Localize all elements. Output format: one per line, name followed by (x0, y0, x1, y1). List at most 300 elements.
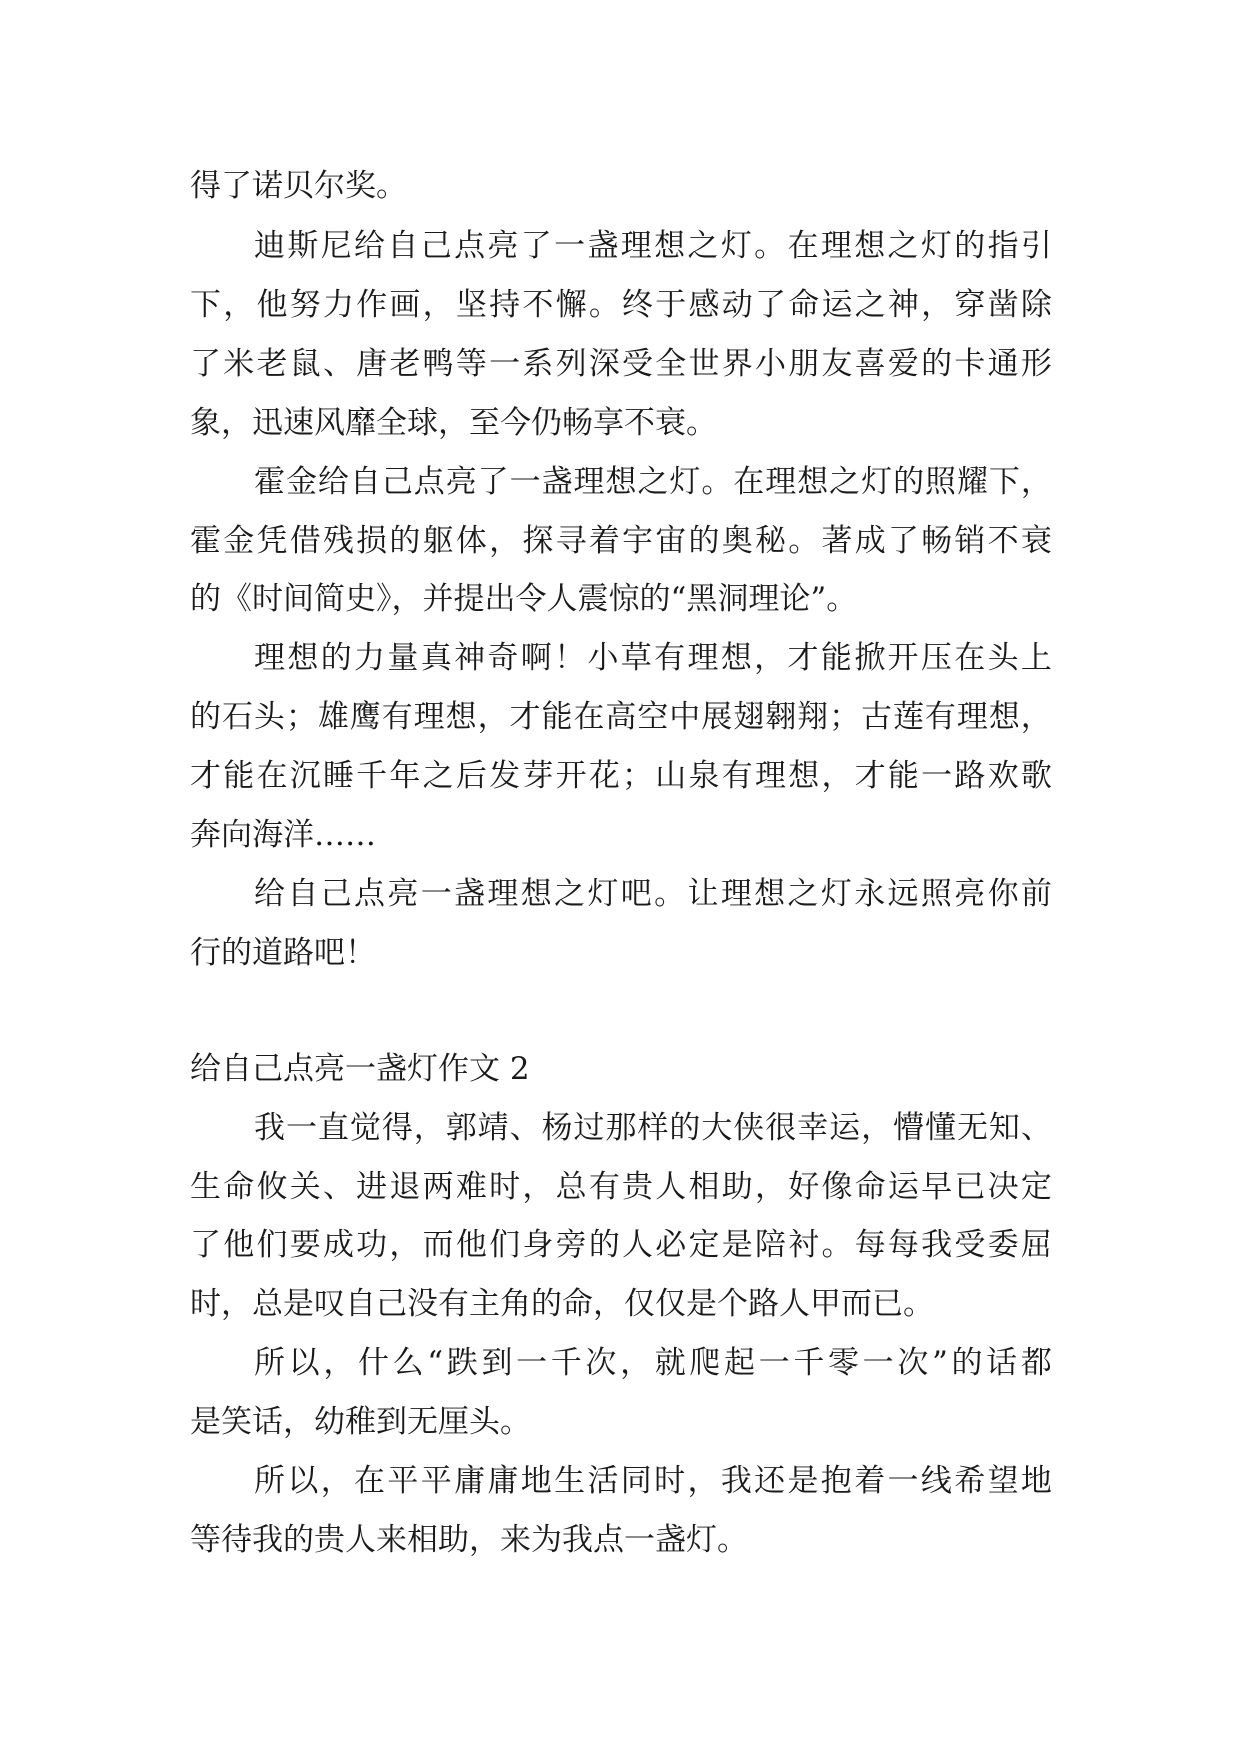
text-char: 米 (223, 346, 255, 382)
text-char: 翔 (797, 699, 829, 735)
text-char: 鼠 (289, 346, 321, 382)
text-char: 了 (754, 287, 786, 323)
text-char: 他 (455, 1227, 487, 1263)
text-char: 以 (288, 1345, 320, 1381)
text-char: 到 (481, 1345, 513, 1381)
text-char: 盏 (454, 876, 486, 912)
text-char: 有 (588, 1169, 620, 1205)
text-line (190, 521, 1052, 561)
text-line: 等待我的贵人来相助，来为我点一盏灯。 (190, 1522, 748, 1558)
text-char: 躯 (422, 523, 454, 559)
text-char: ！ (554, 640, 586, 676)
text-char: 之 (854, 287, 886, 323)
text-char: ， (1020, 464, 1052, 500)
text-char: 。 (821, 1227, 853, 1263)
text-char: 老 (389, 346, 421, 382)
text-char: 霍 (190, 523, 221, 559)
text-char: 千 (356, 758, 388, 794)
text-char: 直 (317, 1110, 349, 1146)
text-char: 、 (1020, 1110, 1052, 1146)
text-char: 下 (190, 287, 221, 323)
text-char: 你 (987, 876, 1019, 912)
text-char: 的 (669, 1110, 701, 1146)
text-char: 的 (320, 640, 352, 676)
text-char: 千 (550, 1345, 582, 1381)
text-char: 身 (522, 1227, 554, 1263)
text-char: ， (754, 1169, 786, 1205)
text-char: 理 (573, 464, 605, 500)
text-char: 运 (821, 287, 853, 323)
text-char: 后 (455, 758, 487, 794)
text-char: 了 (190, 1227, 221, 1263)
text-char: 灯 (820, 876, 852, 912)
text-char: 陪 (754, 1227, 786, 1263)
text-char: 一 (285, 1110, 317, 1146)
essay-2-heading: 给自己点亮一盏灯作文 2 (190, 1051, 530, 1087)
text-char: 想 (720, 640, 752, 676)
text-char: 真 (420, 640, 452, 676)
text-char: 想 (754, 876, 786, 912)
text-char: 上 (1020, 640, 1052, 676)
text-char: 那 (605, 1110, 637, 1146)
text-char: 感 (688, 287, 720, 323)
text-char: 幸 (797, 1110, 829, 1146)
text-char: 列 (555, 346, 587, 382)
text-char: 亮 (487, 228, 519, 264)
text-char: 画 (389, 287, 421, 323)
text-char: 无 (956, 1110, 988, 1146)
text-char: 助 (721, 1169, 753, 1205)
text-char: 的 (588, 1227, 620, 1263)
text-char: 有 (924, 699, 956, 735)
text-char: 活 (587, 1463, 619, 1499)
text-char: 、 (322, 1169, 354, 1205)
text-char: 是 (721, 1227, 753, 1263)
text-char: ， (921, 287, 953, 323)
text-char: 了 (887, 523, 919, 559)
text-char: 理 (413, 699, 445, 735)
paragraph-hero-start (254, 1108, 1052, 1148)
text-char: 秘 (754, 523, 786, 559)
text-char: 进 (356, 1169, 388, 1205)
text-char: 每 (854, 1227, 886, 1263)
text-char: 受 (622, 346, 654, 382)
text-char: 著 (821, 523, 853, 559)
text-char: 是 (787, 1463, 819, 1499)
text-char: 、 (509, 1110, 541, 1146)
text-char: 之 (422, 758, 454, 794)
text-char: ； (622, 758, 654, 794)
text-char: 平 (387, 1463, 419, 1499)
text-char: 早 (921, 1169, 953, 1205)
text-char: 委 (987, 1227, 1019, 1263)
text-char: 人 (622, 1227, 654, 1263)
text-char: 一 (516, 1345, 548, 1381)
text-char: ； (285, 699, 317, 735)
text-char: 所 (254, 1345, 285, 1381)
text-char: 们 (256, 1227, 288, 1263)
text-char: 照 (925, 464, 957, 500)
text-char: 石 (221, 699, 253, 735)
text-char: 路 (954, 758, 986, 794)
text-char: 开 (887, 640, 919, 676)
text-char: “ (427, 1345, 444, 1381)
text-char: 了 (190, 346, 221, 382)
text-char: 时 (654, 1463, 686, 1499)
text-char: ， (687, 1463, 719, 1499)
text-char: 样 (637, 1110, 669, 1146)
text-char: 作 (356, 287, 388, 323)
text-char: 话 (986, 1345, 1018, 1381)
text-char: 什 (357, 1345, 389, 1381)
text-char: ， (489, 523, 521, 559)
text-line: 行的道路吧！ (190, 935, 376, 971)
text-char: 能 (541, 699, 573, 735)
text-char: 命 (223, 1169, 255, 1205)
text-char: ， (422, 287, 454, 323)
text-char: 命 (854, 1169, 886, 1205)
text-char: ， (389, 1227, 421, 1263)
text-char: 亮 (954, 876, 986, 912)
text-char: 于 (655, 287, 687, 323)
text-char: 好 (788, 1169, 820, 1205)
text-char: 在 (354, 1463, 386, 1499)
text-char: 体 (455, 523, 487, 559)
text-char: 大 (701, 1110, 733, 1146)
text-char: 次 (897, 1345, 929, 1381)
text-char: 沉 (289, 758, 321, 794)
text-char: 懈 (555, 287, 587, 323)
text-char: 歌 (1020, 758, 1052, 794)
text-char: 点 (354, 876, 386, 912)
text-char: 他 (223, 1227, 255, 1263)
text-char: 给 (354, 228, 386, 264)
text-char: 理 (820, 228, 852, 264)
text-char: 退 (389, 1169, 421, 1205)
text-char: 得 (381, 1110, 413, 1146)
text-char: 掀 (854, 640, 886, 676)
text-line (190, 756, 1052, 796)
text-char: 宇 (622, 523, 654, 559)
text-char: 界 (721, 346, 753, 382)
text-char: 郭 (445, 1110, 477, 1146)
text-char: 爬 (689, 1345, 721, 1381)
text-char: 古 (861, 699, 893, 735)
text-char: 不 (987, 523, 1019, 559)
text-char: 我 (921, 1227, 953, 1263)
text-char: 们 (489, 1227, 521, 1263)
text-char: 深 (588, 346, 620, 382)
text-char: 耀 (956, 464, 988, 500)
text-char: 的 (954, 228, 986, 264)
text-char: 懂 (925, 1110, 957, 1146)
text-char: 着 (588, 523, 620, 559)
text-char: 生 (190, 1169, 221, 1205)
text-char: 理 (254, 640, 285, 676)
text-char: 世 (688, 346, 720, 382)
text-char: 的 (951, 1345, 983, 1381)
text-char: 理 (754, 758, 786, 794)
text-char: 想 (520, 876, 552, 912)
text-char: 给 (317, 464, 349, 500)
text-char: 开 (555, 758, 587, 794)
text-char: 形 (1020, 346, 1052, 382)
text-char: 中 (669, 699, 701, 735)
text-char: 懵 (893, 1110, 925, 1146)
text-char: 之 (829, 464, 861, 500)
text-char: 啊 (520, 640, 552, 676)
text-char: 霍 (254, 464, 285, 500)
text-char: 凭 (256, 523, 288, 559)
text-char: 知 (988, 1110, 1020, 1146)
text-char: 。 (754, 228, 786, 264)
paragraph-hawking-start (254, 462, 1052, 502)
paragraph-waiting-start (254, 1461, 1052, 1501)
text-char: 雄 (317, 699, 349, 735)
text-char: 庸 (487, 1463, 519, 1499)
text-char: 在 (256, 758, 288, 794)
text-char: 老 (256, 346, 288, 382)
text-char: 庸 (454, 1463, 486, 1499)
text-char: 睡 (322, 758, 354, 794)
text-char: 引 (1020, 228, 1052, 264)
text-char: 生 (554, 1463, 586, 1499)
text-char: 能 (223, 758, 255, 794)
text-char: ， (320, 1463, 352, 1499)
text-char: 高 (605, 699, 637, 735)
text-char: 地 (520, 1463, 552, 1499)
text-char: 望 (987, 1463, 1019, 1499)
text-char: 力 (322, 287, 354, 323)
text-char: 抱 (820, 1463, 852, 1499)
text-char: 才 (787, 640, 819, 676)
text-line: 得了诺贝尔奖。 (190, 168, 407, 204)
text-char: 我 (254, 1110, 285, 1146)
text-char: 的 (688, 523, 720, 559)
text-char: 定 (688, 1227, 720, 1263)
text-char: 次 (585, 1345, 617, 1381)
text-char: ； (829, 699, 861, 735)
text-char: ” (931, 1345, 948, 1381)
text-char: 侠 (733, 1110, 765, 1146)
text-char: 才 (509, 699, 541, 735)
text-char: 卡 (954, 346, 986, 382)
text-line: 的《时间简史》，并提出令人震惊的“黑洞理论”。 (190, 581, 858, 617)
text-char: 衬 (788, 1227, 820, 1263)
text-char: 一 (509, 464, 541, 500)
text-char: 系 (522, 346, 554, 382)
text-char: 衰 (1020, 523, 1052, 559)
text-char: 迪 (254, 228, 285, 264)
text-char: 友 (821, 346, 853, 382)
text-char: 借 (289, 523, 321, 559)
text-char: 动 (721, 287, 753, 323)
text-char: 灯 (720, 228, 752, 264)
text-line (190, 344, 1052, 384)
text-char: ， (323, 1345, 355, 1381)
text-char: 点 (413, 464, 445, 500)
text-char: ， (413, 1110, 445, 1146)
text-char: 零 (828, 1345, 860, 1381)
text-char: 盏 (541, 464, 573, 500)
text-line: 是笑话，幼稚到无厘头。 (190, 1404, 531, 1440)
text-char: 金 (285, 464, 317, 500)
text-char: ， (620, 1345, 652, 1381)
text-char: 己 (381, 464, 413, 500)
text-char: 之 (637, 464, 669, 500)
text-char: 金 (223, 523, 255, 559)
text-char: 每 (887, 1227, 919, 1263)
text-char: ， (223, 287, 255, 323)
text-char: 想 (988, 699, 1020, 735)
text-char: 之 (554, 876, 586, 912)
text-char: 理 (487, 876, 519, 912)
text-char: 等 (455, 346, 487, 382)
text-char: 残 (322, 523, 354, 559)
text-char: 穿 (954, 287, 986, 323)
text-char: 压 (920, 640, 952, 676)
text-char: 花 (588, 758, 620, 794)
text-char: 鸭 (422, 346, 454, 382)
text-char: 理 (720, 876, 752, 912)
text-char: 要 (289, 1227, 321, 1263)
text-char: 人 (655, 1169, 687, 1205)
text-char: 照 (920, 876, 952, 912)
text-char: 灯 (920, 228, 952, 264)
text-char: 。 (654, 876, 686, 912)
text-char: 探 (522, 523, 554, 559)
text-char: 山 (655, 758, 687, 794)
text-char: 功 (356, 1227, 388, 1263)
text-char: 小 (754, 346, 786, 382)
text-char: 全 (655, 346, 687, 382)
text-char: 运 (829, 1110, 861, 1146)
text-line: 奔向海洋…… (190, 817, 376, 853)
text-char: 的 (921, 346, 953, 382)
text-char: 喜 (854, 346, 886, 382)
text-char: 靖 (477, 1110, 509, 1146)
text-char: 空 (637, 699, 669, 735)
text-char: 小 (587, 640, 619, 676)
text-char: 之 (887, 228, 919, 264)
text-char: 两 (422, 1169, 454, 1205)
text-char: 一 (862, 1345, 894, 1381)
text-char: ， (821, 758, 853, 794)
paragraph-closing-start (254, 874, 1052, 914)
text-char: 过 (573, 1110, 605, 1146)
text-char: 才 (190, 758, 221, 794)
text-char: 觉 (349, 1110, 381, 1146)
text-char: ， (477, 699, 509, 735)
text-line (190, 697, 1052, 737)
text-char: 总 (555, 1169, 587, 1205)
text-char: 下 (988, 464, 1020, 500)
text-char: 想 (445, 699, 477, 735)
text-char: 一 (921, 758, 953, 794)
text-char: 一 (758, 1345, 790, 1381)
text-char: 吧 (620, 876, 652, 912)
text-char: 盏 (587, 228, 619, 264)
text-char: ， (522, 1169, 554, 1205)
text-char: 。 (701, 464, 733, 500)
text-char: 我 (720, 1463, 752, 1499)
text-char: 杨 (541, 1110, 573, 1146)
paragraph-joke-start (254, 1343, 1052, 1383)
text-char: 而 (422, 1227, 454, 1263)
text-char: 在 (733, 464, 765, 500)
text-char: 很 (765, 1110, 797, 1146)
text-char: 成 (322, 1227, 354, 1263)
text-char: 。 (588, 287, 620, 323)
text-char: 一 (887, 1463, 919, 1499)
text-char: 已 (954, 1169, 986, 1205)
text-char: ， (861, 1110, 893, 1146)
text-line: 时，总是叹自己没有主角的命，仅仅是个路人甲而已。 (190, 1286, 934, 1322)
text-char: 己 (420, 228, 452, 264)
text-char: 在 (573, 699, 605, 735)
text-char: 成 (854, 523, 886, 559)
text-char: 灯 (669, 464, 701, 500)
text-char: 前 (1020, 876, 1052, 912)
text-char: 永 (854, 876, 886, 912)
text-char: 决 (987, 1169, 1019, 1205)
text-char: 通 (987, 346, 1019, 382)
text-char: 芽 (522, 758, 554, 794)
text-char: 莲 (892, 699, 924, 735)
text-char: 尼 (320, 228, 352, 264)
text-char: 鹰 (349, 699, 381, 735)
text-char: 一 (420, 876, 452, 912)
text-char: 有 (654, 640, 686, 676)
text-char: 神 (887, 287, 919, 323)
text-char: 难 (455, 1169, 487, 1205)
text-char: 展 (701, 699, 733, 735)
text-char: 努 (289, 287, 321, 323)
text-char: 线 (920, 1463, 952, 1499)
text-char: 地 (1020, 1463, 1052, 1499)
text-char: 想 (854, 228, 886, 264)
text-char: 命 (788, 287, 820, 323)
text-char: 贵 (622, 1169, 654, 1205)
text-char: 翱 (765, 699, 797, 735)
text-char: 以 (287, 1463, 319, 1499)
text-char: 在 (787, 228, 819, 264)
text-char: 持 (489, 287, 521, 323)
text-char: 想 (797, 464, 829, 500)
text-char: 头 (253, 699, 285, 735)
text-char: 么 (392, 1345, 424, 1381)
text-char: 想 (654, 228, 686, 264)
text-char: 了 (477, 464, 509, 500)
text-char: 的 (190, 699, 221, 735)
text-char: 年 (389, 758, 421, 794)
text-char: 所 (254, 1463, 285, 1499)
text-char: 有 (381, 699, 413, 735)
text-char: 点 (454, 228, 486, 264)
text-char: 坚 (455, 287, 487, 323)
text-char: 攸 (256, 1169, 288, 1205)
text-char: 一 (489, 346, 521, 382)
text-line (190, 1167, 1052, 1207)
text-char: 了 (520, 228, 552, 264)
text-char: 不 (522, 287, 554, 323)
paragraph-power-start (254, 638, 1052, 678)
text-line (190, 1225, 1052, 1265)
text-char: 。 (788, 523, 820, 559)
text-char: 亮 (445, 464, 477, 500)
text-char: 一 (554, 228, 586, 264)
text-char: 想 (788, 758, 820, 794)
